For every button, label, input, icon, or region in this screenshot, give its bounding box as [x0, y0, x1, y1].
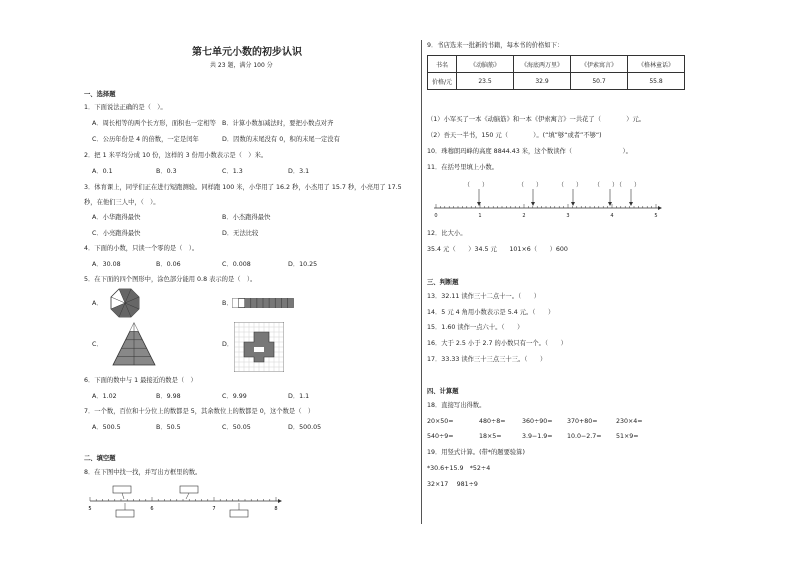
q1-option-c: C．公历年份是 4 的倍数，一定是闰年 — [92, 136, 199, 143]
question-15: 15．1.60 读作一点六十。（ ） — [427, 324, 524, 331]
page-subtitle: 共 23 题，满分 100 分 — [210, 62, 273, 69]
q6-option-a: A．1.02 — [92, 393, 117, 400]
table-cell: 23.5 — [457, 73, 514, 90]
question-19: 19．用竖式计算。(带*的题要验算) — [427, 449, 525, 456]
question-12: 12．比大小。 — [427, 230, 467, 237]
question-3-line2: 秒，在他们三人中，（ ）。 — [84, 199, 160, 206]
nl-label-0: 0 — [434, 213, 438, 218]
table-cell: 32.9 — [514, 73, 571, 90]
q5-option-b: B． — [222, 300, 233, 307]
table-header-cell: 《伊索寓言》 — [571, 56, 628, 73]
calc-item: 360÷90= — [522, 418, 553, 425]
calc-item: 370+80= — [567, 418, 598, 425]
q1-option-a: A．周长相等的两个长方形，面积也一定相等 — [92, 120, 216, 127]
question-8: 8．在下图中找一找，并写出方框里的数。 — [84, 469, 202, 476]
nl-blank: （ ） — [518, 182, 543, 189]
nl-label-8: 8 — [274, 506, 278, 512]
table-row — [428, 73, 685, 90]
nl-blank: （ ） — [464, 182, 489, 189]
q7-option-d: D．500.05 — [288, 424, 322, 431]
q3-option-a: A．小华跑得最快 — [92, 214, 141, 221]
book-price-table — [427, 55, 685, 90]
q2-option-a: A．0.1 — [92, 168, 113, 175]
number-line-q11 — [430, 178, 670, 218]
question-4: 4．下面的小数，只读一个零的是（ ）。 — [84, 245, 199, 252]
octagon-figure — [110, 288, 140, 318]
section-heading-calc: 四、计算题 — [427, 388, 459, 395]
section-heading-choice: 一、选择题 — [84, 91, 116, 98]
nl-label-5: 5 — [88, 506, 92, 512]
question-9-part1: （1）小军买了一本《动脑筋》和一本《伊索寓言》一共花了（ ）元。 — [427, 116, 646, 123]
table-row — [428, 56, 685, 73]
q6-option-b: B．9.98 — [156, 393, 181, 400]
question-10: 10．珠穆朗玛峰的高度 8844.43 米，这个数读作（ ）。 — [427, 148, 632, 155]
nl-label-1: 1 — [478, 213, 482, 218]
q2-option-c: C．1.3 — [222, 168, 243, 175]
question-1: 1．下面说法正确的是（ ）。 — [84, 104, 167, 111]
table-header-cell: 《动脑筋》 — [457, 56, 514, 73]
q1-option-d: D．因数的末尾没有 0，积的末尾一定没有 — [222, 136, 340, 143]
calc-item: 230×4= — [616, 418, 643, 425]
q4-option-d: D．10.25 — [288, 261, 318, 268]
question-2: 2．把 1 米平均分成 10 份，这样的 3 份用小数表示是（ ）米。 — [84, 152, 268, 159]
table-header-cell: 《海底两万里》 — [514, 56, 571, 73]
q3-option-d: D．无法比较 — [222, 230, 259, 237]
q4-option-c: C．0.008 — [222, 261, 251, 268]
question-5: 5．在下面的四个图形中，涂色部分能用 0.8 表示的是（ ）。 — [84, 276, 257, 283]
answer-box — [116, 510, 134, 517]
q7-option-c: C．50.05 — [222, 424, 251, 431]
q4-option-a: A．30.08 — [92, 261, 121, 268]
page-title: 第七单元小数的初步认识 — [192, 47, 302, 58]
calc-item: 3.9−1.9= — [522, 433, 553, 440]
q3-option-c: C．小亮跑得最快 — [92, 230, 141, 237]
q5-option-a: A． — [92, 300, 103, 307]
question-17: 17．33.33 读作三十三点三十三。（ ） — [427, 356, 547, 363]
answer-box — [180, 486, 198, 493]
section-heading-fill: 二、填空题 — [84, 455, 116, 462]
bar-strip-figure — [232, 298, 294, 308]
q7-option-b: B．50.5 — [156, 424, 181, 431]
section-heading-judge: 三、判断题 — [427, 279, 459, 286]
table-cell: 55.8 — [628, 73, 685, 90]
table-header-cell: 《格林童话》 — [628, 56, 685, 73]
table-header-cell: 书名 — [428, 56, 457, 73]
q7-option-a: A．500.5 — [92, 424, 121, 431]
question-7: 7．一个数，百位和十分位上的数都是 5，其余数位上的数都是 0，这个数是（ ） — [84, 408, 315, 415]
q5-option-c: C． — [92, 341, 103, 348]
q3-option-b: B．小杰跑得最快 — [222, 214, 271, 221]
question-11: 11．在括号里填上小数。 — [427, 164, 498, 171]
question-16: 16．大于 2.5 小于 2.7 的小数只有一个。（ ） — [427, 340, 567, 347]
grid-shape-figure — [234, 322, 284, 372]
nl-label-6: 6 — [150, 506, 154, 512]
calc-line-2: 32×17 981÷9 — [427, 481, 478, 488]
calc-item: 480÷8= — [479, 418, 506, 425]
nl-blank: （ ） — [616, 182, 641, 189]
table-cell: 价格/元 — [428, 73, 457, 90]
q6-option-c: C．9.99 — [222, 393, 247, 400]
q2-option-d: D．3.1 — [288, 168, 310, 175]
nl-label-3: 3 — [566, 213, 570, 218]
question-9: 9．书店选来一批新的书籍，每本书的价格如下： — [427, 42, 564, 49]
q1-option-b: B．计算小数加减法时，要把小数点对齐 — [222, 120, 334, 127]
nl-blank: （ ） — [594, 182, 619, 189]
question-6: 6．下面的数中与 1 最接近的数是（ ） — [84, 377, 197, 384]
question-13: 13．32.11 读作三十二点十一。（ ） — [427, 293, 541, 300]
table-cell: 50.7 — [571, 73, 628, 90]
question-18: 18．直接写出得数。 — [427, 402, 486, 409]
number-line-q8 — [86, 485, 286, 525]
calc-item: 20×50= — [427, 418, 454, 425]
nl-label-2: 2 — [522, 213, 526, 218]
question-3: 3．体育课上，同学们正在进行短跑测验。同样跑 100 米，小华用了 16.2 秒，小杰用了 15.7 秒，小亮用了 17.5 — [84, 184, 402, 191]
question-12-line: 35.4 元（ ）34.5 元 101×6（ ）600 — [427, 246, 568, 253]
question-9-part2: （2）吾天一半书，150 元（ ）。(“填”够“或者”不够“) — [427, 132, 602, 139]
q2-option-b: B．0.3 — [156, 168, 177, 175]
nl-label-5: 5 — [654, 213, 658, 218]
q6-option-d: D．1.1 — [288, 393, 310, 400]
nl-label-4: 4 — [610, 213, 614, 218]
triangle-figure — [112, 322, 156, 366]
answer-box — [230, 510, 248, 517]
calc-line-1: *30.6+15.9 *52÷4 — [427, 465, 491, 472]
calc-item: 540÷9= — [427, 433, 454, 440]
q5-option-d: D． — [222, 341, 234, 348]
column-divider — [421, 40, 422, 524]
q4-option-b: B．0.06 — [156, 261, 181, 268]
calc-item: 51×9= — [616, 433, 639, 440]
nl-blank: （ ） — [558, 182, 583, 189]
nl-label-7: 7 — [212, 506, 216, 512]
calc-item: 18×5= — [479, 433, 502, 440]
answer-box — [113, 486, 131, 493]
question-14: 14．5 元 4 角用小数表示是 5.4 元。（ ） — [427, 309, 555, 316]
calc-item: 10.0−2.7= — [567, 433, 602, 440]
